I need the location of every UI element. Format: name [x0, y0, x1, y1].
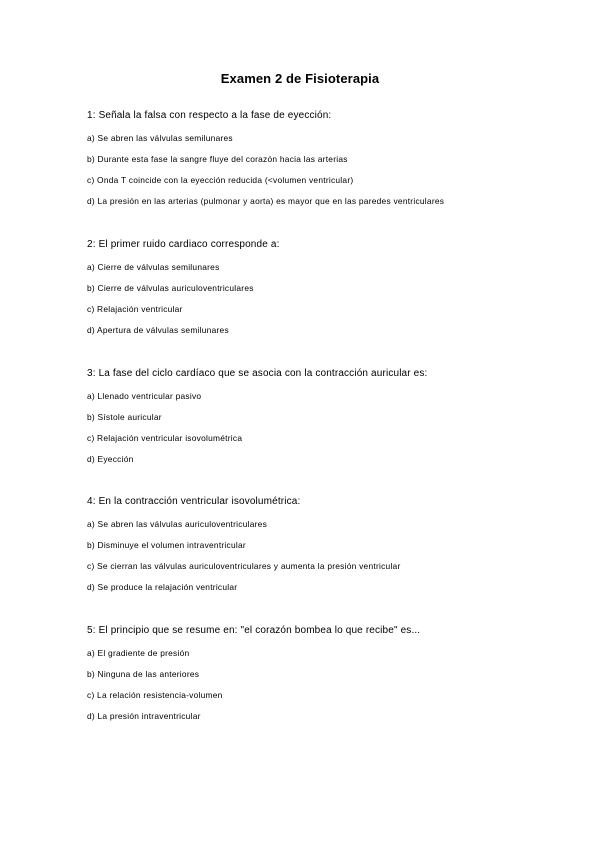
option-b: b) Sístole auricular	[87, 412, 162, 422]
option-a: a) Se abren las válvulas semilunares	[87, 133, 233, 143]
option-a: a) El gradiente de presión	[87, 648, 190, 658]
option-a: a) Se abren las válvulas auriculoventriculares	[87, 519, 268, 529]
option-c: c) Se cierran las válvulas auriculoventriculares y aumenta la presión ventricular	[87, 561, 401, 571]
question-text: 1: Señala la falsa con respecto a la fase de eyección:	[87, 110, 332, 121]
option-a: a) Cierre de válvulas semilunares	[87, 262, 220, 272]
question-4	[87, 496, 547, 592]
option-b: b) Disminuye el volumen intraventricular	[87, 540, 246, 550]
option-c: c) Relajación ventricular	[87, 304, 183, 314]
option-c: c) Relajación ventricular isovolumétrica	[87, 433, 243, 443]
option-b: b) Cierre de válvulas auriculoventriculares	[87, 283, 254, 293]
option-d: d) La presión en las arterias (pulmonar y aorta) es mayor que en las paredes ventriculares	[87, 196, 445, 206]
option-d: d) Se produce la relajación ventricular	[87, 582, 238, 592]
question-3	[87, 368, 547, 464]
option-a: a) Llenado ventricular pasivo	[87, 391, 202, 401]
option-c: c) Onda T coincide con la eyección reducida (<volumen ventricular)	[87, 175, 354, 185]
option-b: b) Durante esta fase la sangre fluye del corazón hacia las arterias	[87, 154, 348, 164]
page-title: Examen 2 de Fisioterapia	[220, 71, 380, 86]
option-c: c) La relación resistencia-volumen	[87, 690, 223, 700]
question-text: 4: En la contracción ventricular isovolumétrica:	[87, 496, 301, 507]
question-text: 5: El principio que se resume en: "el corazón bombea lo que recibe" es...	[87, 625, 421, 636]
option-b: b) Ninguna de las anteriores	[87, 669, 200, 679]
question-5	[87, 625, 547, 721]
question-text: 2: El primer ruido cardiaco corresponde a:	[87, 239, 280, 250]
option-d: d) La presión intraventricular	[87, 711, 201, 721]
option-d: d) Eyección	[87, 454, 134, 464]
option-d: d) Apertura de válvulas semilunares	[87, 325, 229, 335]
question-text: 3: La fase del ciclo cardíaco que se asocia con la contracción auricular es:	[87, 368, 428, 379]
question-2	[87, 239, 547, 335]
question-1	[87, 110, 547, 206]
